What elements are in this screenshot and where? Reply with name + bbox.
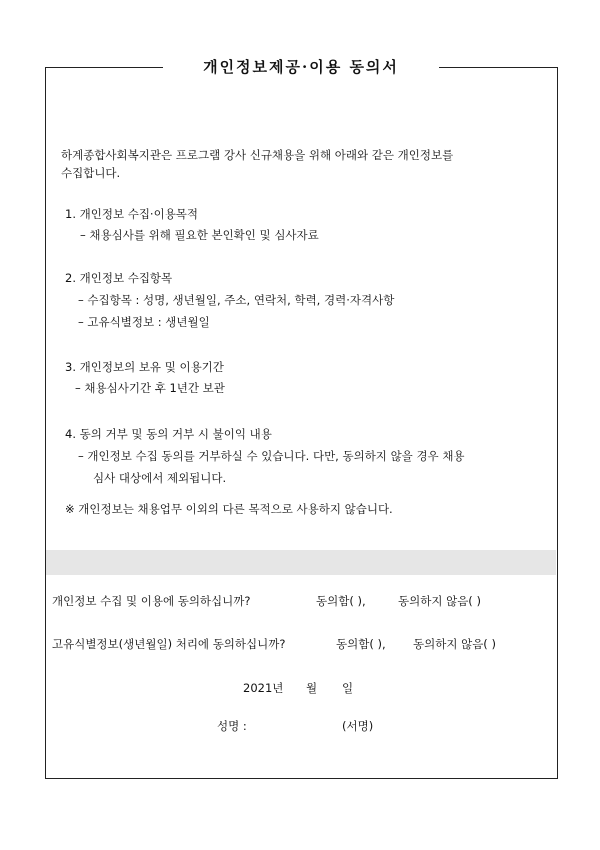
section-3-heading: 3. 개인정보의 보유 및 이용기간 — [65, 360, 224, 374]
section-2-item-1: – 수집항목 : 성명, 생년월일, 주소, 연락처, 학력, 경력·자격사항 — [78, 293, 395, 307]
date-year: 2021년 — [243, 681, 284, 695]
section-1-item: – 채용심사를 위해 필요한 본인확인 및 심사자료 — [80, 228, 319, 242]
date-month: 월 — [306, 681, 318, 695]
section-2-item-2: – 고유식별정보 : 생년월일 — [78, 315, 210, 329]
intro-line-1: 하계종합사회복지관은 프로그램 강사 신규채용을 위해 아래와 같은 개인정보를 — [61, 148, 454, 162]
section-3-item: – 채용심사기간 후 1년간 보관 — [75, 381, 225, 395]
section-1-heading: 1. 개인정보 수집·이용목적 — [65, 207, 199, 221]
notice-text: ※ 개인정보는 채용업무 이외의 다른 목적으로 사용하지 않습니다. — [65, 502, 393, 516]
signature-sign-label[interactable]: (서명) — [342, 719, 374, 733]
intro-line-2: 수집합니다. — [61, 166, 121, 180]
consent-2-agree[interactable]: 동의함( ), — [336, 637, 386, 651]
document-frame — [45, 67, 558, 779]
section-4-item-2: 심사 대상에서 제외됩니다. — [93, 471, 227, 485]
consent-question-2: 고유식별정보(생년월일) 처리에 동의하십니까? — [52, 637, 286, 651]
section-4-item-1: – 개인정보 수집 동의를 거부하실 수 있습니다. 다만, 동의하지 않을 경우 채용 — [78, 449, 465, 463]
consent-1-agree[interactable]: 동의함( ), — [316, 594, 366, 608]
date-day: 일 — [342, 681, 354, 695]
consent-1-disagree[interactable]: 동의하지 않음( ) — [398, 594, 481, 608]
section-2-heading: 2. 개인정보 수집항목 — [65, 271, 173, 285]
page-title: 개인정보제공·이용 동의서 — [203, 58, 399, 76]
shaded-divider — [46, 550, 556, 575]
signature-name-label: 성명 : — [217, 719, 247, 733]
consent-question-1: 개인정보 수집 및 이용에 동의하십니까? — [52, 594, 251, 608]
section-4-heading: 4. 동의 거부 및 동의 거부 시 불이익 내용 — [65, 427, 272, 441]
consent-2-disagree[interactable]: 동의하지 않음( ) — [413, 637, 496, 651]
